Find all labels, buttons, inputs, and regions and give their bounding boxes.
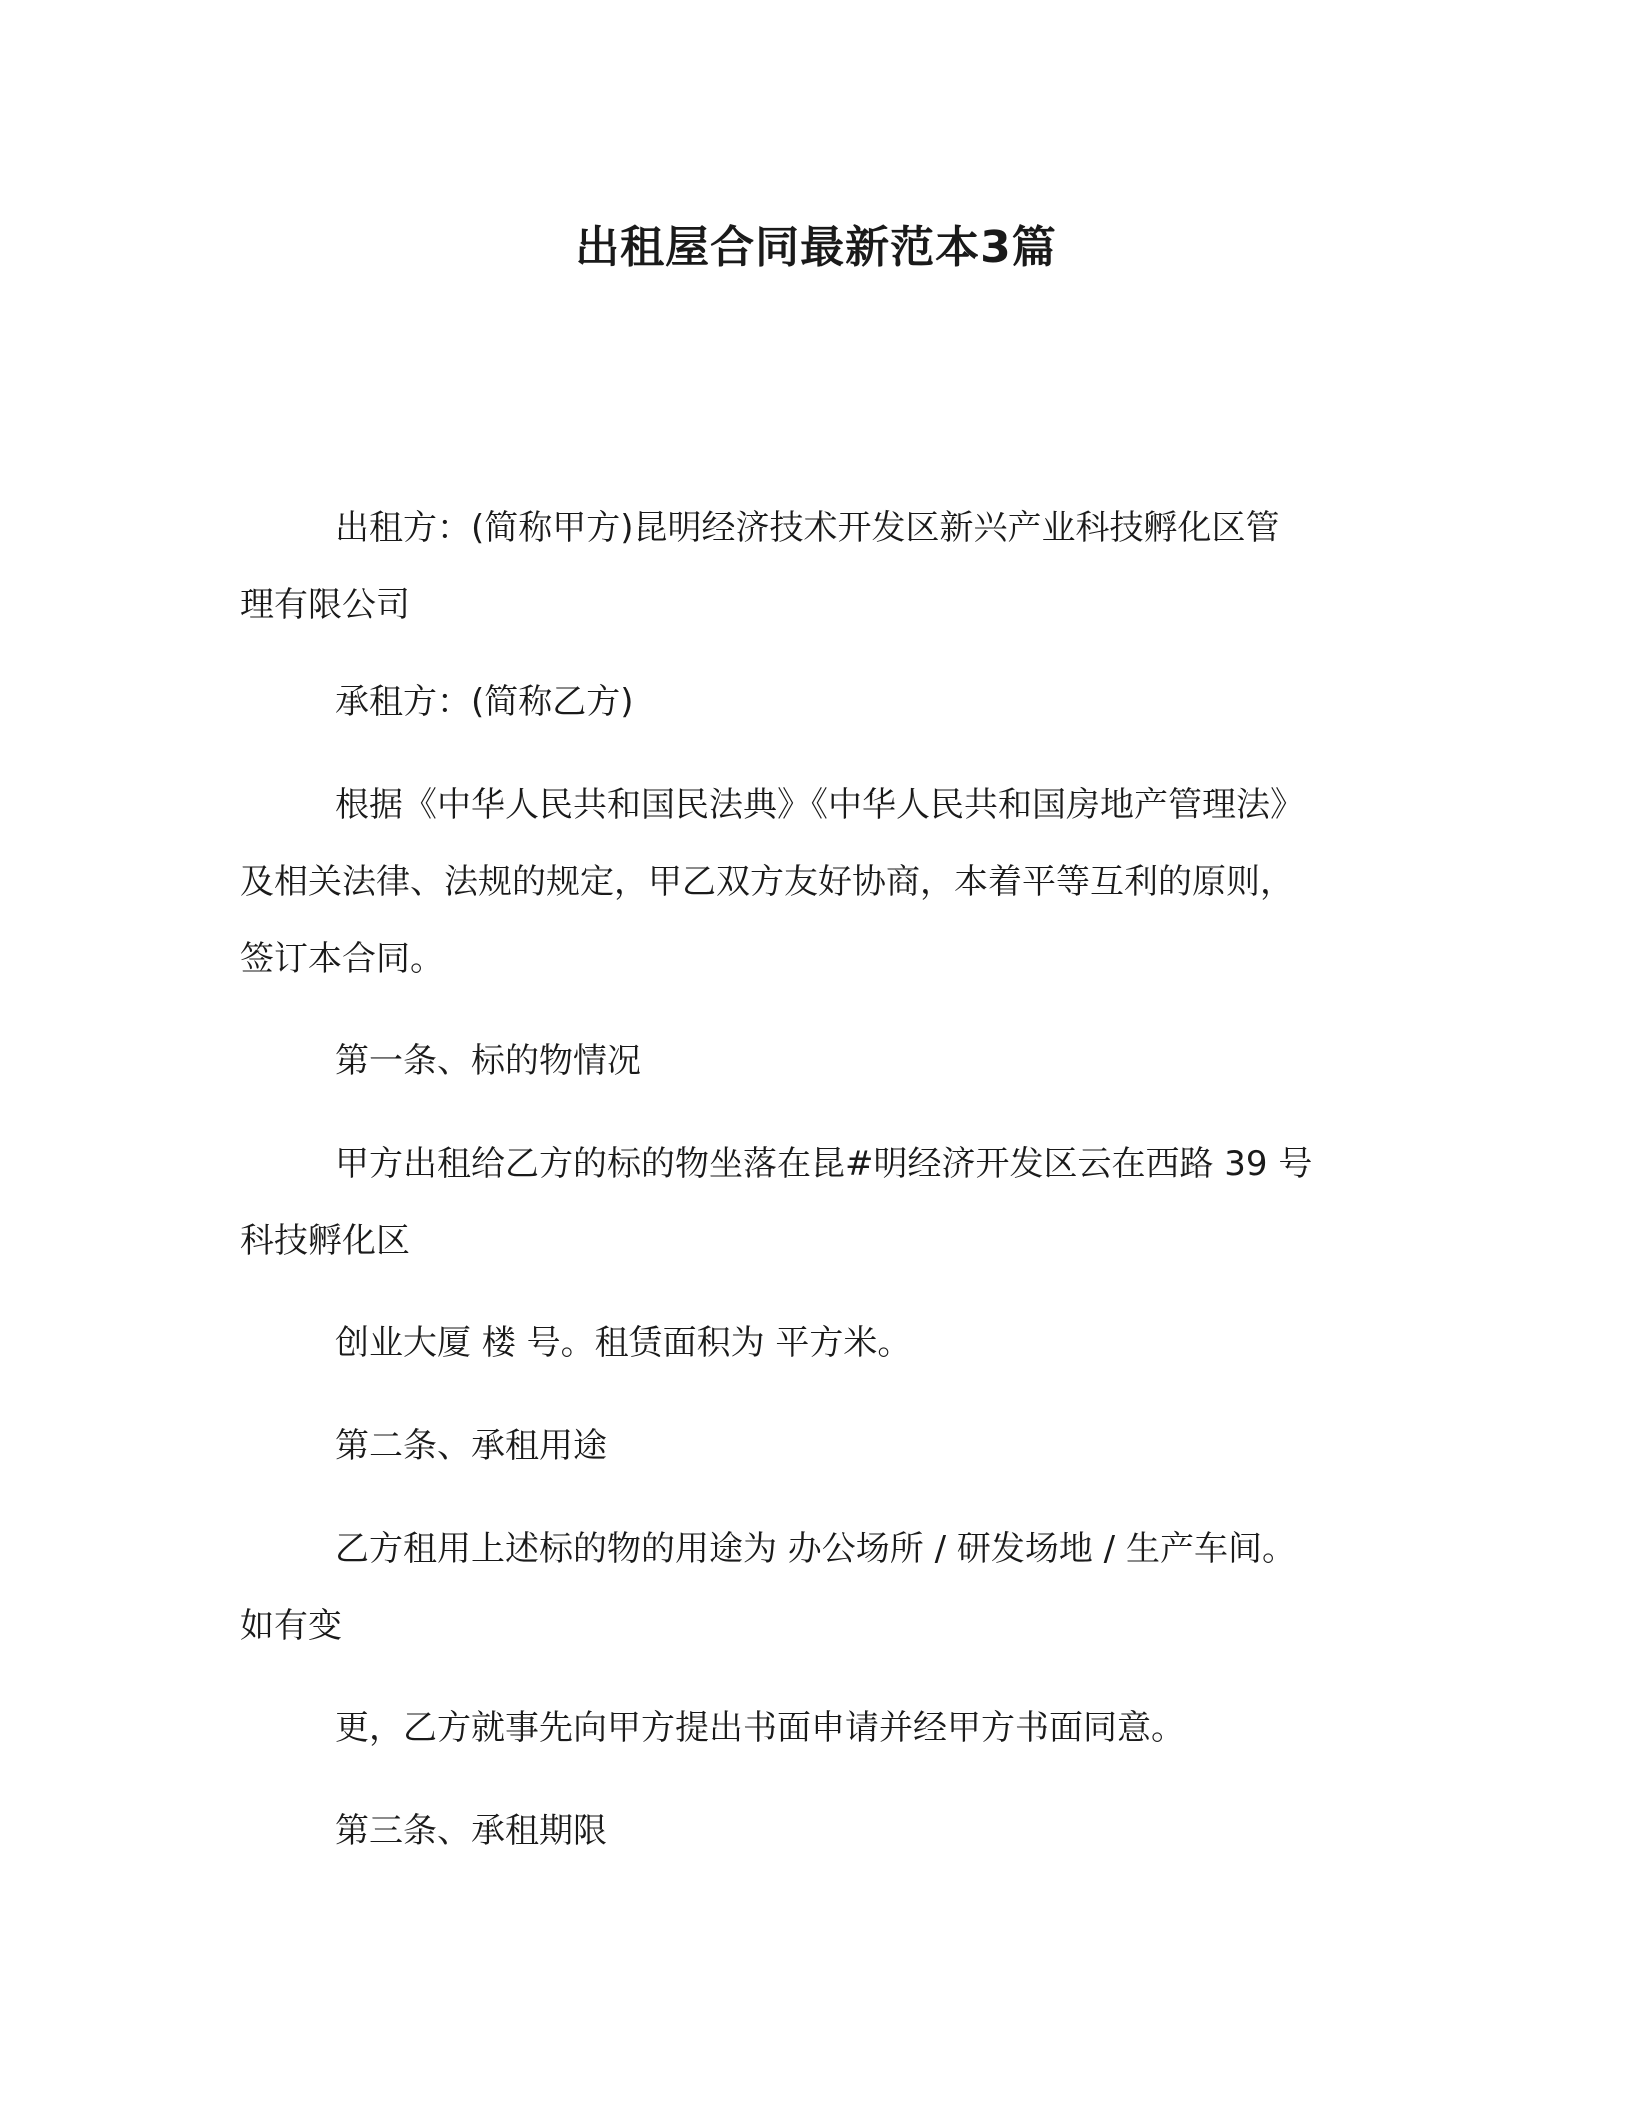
paragraph-legal-basis [240,767,1400,998]
paragraph-line: 如有变 [240,1606,342,1646]
paragraph-line: 出租方：(简称甲方)昆明经济技术开发区新兴产业科技孵化区管 [335,508,1280,548]
paragraph-line: 更，乙方就事先向甲方提出书面申请并经甲方书面同意。 [335,1708,1185,1748]
paragraph-line: 第三条、承租期限 [335,1811,607,1851]
paragraph-line: 及相关法律、法规的规定，甲乙双方友好协商，本着平等互利的原则， [240,862,1294,902]
paragraph-usage-change [240,1690,1400,1767]
paragraph-property-location [240,1126,1400,1280]
paragraph-line: 第一条、标的物情况 [335,1041,641,1081]
paragraph-lessor [240,490,1400,644]
paragraph-property-area [240,1305,1400,1382]
article-3-heading [240,1793,1400,1870]
paragraph-line: 根据《中华人民共和国民法典》《中华人民共和国房地产管理法》 [335,785,1304,825]
paragraph-line: 科技孵化区 [240,1221,410,1261]
paragraph-line: 承租方：(简称乙方) [335,682,634,722]
paragraph-lessee [240,664,1400,741]
paragraph-line: 理有限公司 [240,585,410,625]
paragraph-line: 签订本合同。 [240,939,444,979]
paragraph-line: 乙方租用上述标的物的用途为 办公场所 / 研发场地 / 生产车间。 [335,1529,1296,1569]
article-1-heading [240,1023,1400,1100]
paragraph-line: 创业大厦 楼 号。租赁面积为 平方米。 [335,1323,912,1363]
paragraph-line: 第二条、承租用途 [335,1426,607,1466]
paragraph-usage [240,1511,1400,1665]
article-2-heading [240,1408,1400,1485]
paragraph-line: 甲方出租给乙方的标的物坐落在昆#明经济开发区云在西路 39 号 [335,1144,1313,1184]
document-title: 出租屋合同最新范本3篇 [575,222,1057,273]
